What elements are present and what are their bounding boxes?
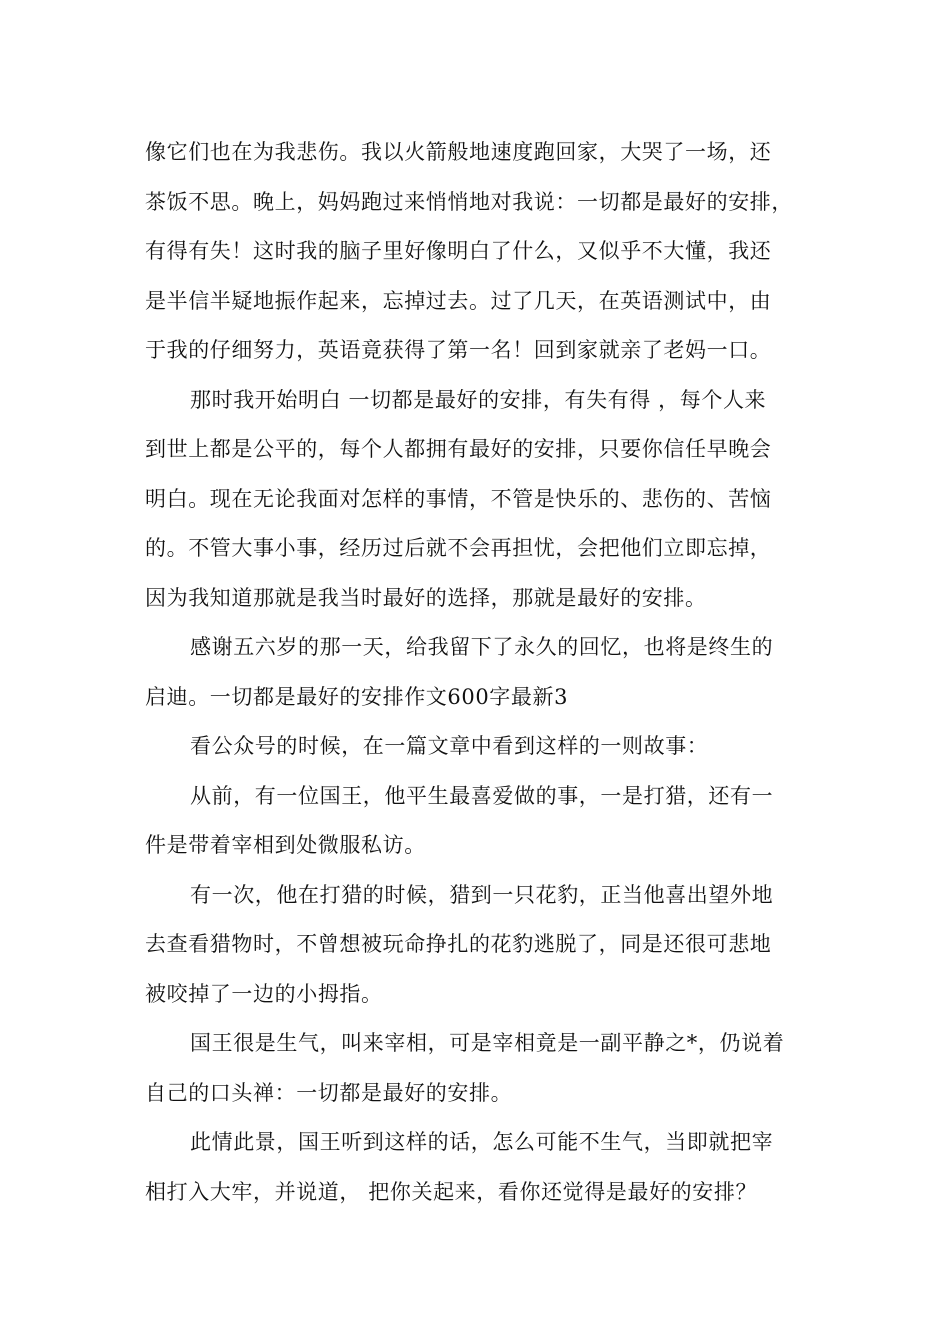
text-line: 因为我知道那就是我当时最好的选择，那就是最好的安排。 [145,585,707,610]
text-line: 感谢五六岁的那一天，给我留下了永久的回忆，也将是终生的 [190,635,774,659]
body-text [145,128,810,1217]
text-line: 自己的口头禅：一切都是最好的安排。 [145,1080,513,1105]
text-line: 启迪。一切都是最好的安排作文600字最新3 [145,684,569,709]
text-line: 国王很是生气，叫来宰相，可是宰相竟是一副平静之*，仍说着 [190,1031,785,1055]
text-line: 此情此景，国王听到这样的话，怎么可能不生气，当即就把宰 [190,1130,774,1154]
text-line: 有一次，他在打猎的时候，猎到一只花豹，正当他喜出望外地 [190,882,774,907]
text-line: 去查看猎物时，不曾想被玩命挣扎的花豹逃脱了，同是还很可悲地 [145,932,772,956]
text-line: 有得有失！这时我的脑子里好像明白了什么，又似乎不大懂，我还 [145,239,772,263]
text-line: 像它们也在为我悲伤。我以火箭般地速度跑回家，大哭了一场，还 [145,140,772,164]
text-line: 件是带着宰相到处微服私访。 [145,833,426,857]
text-line: 是半信半疑地振作起来，忘掉过去。过了几天，在英语测试中，由 [145,288,772,313]
text-line: 于我的仔细努力，英语竟获得了第一名！回到家就亲了老妈一口。 [145,338,772,362]
text-line: 茶饭不思。晚上，妈妈跑过来悄悄地对我说：一切都是最好的安排， [145,189,793,214]
text-line: 到世上都是公平的，每个人都拥有最好的安排，只要你信任早晚会 [145,437,772,461]
text-line: 被咬掉了一边的小拇指。 [145,981,383,1006]
text-line: 从前，有一位国王，他平生最喜爱做的事，一是打猎，还有一 [190,783,774,808]
text-line: 看公众号的时候，在一篇文章中看到这样的一则故事： [190,734,709,758]
text-line: 相打入大牢，并说道， 把你关起来，看你还觉得是最好的安排？ [145,1179,758,1204]
text-line: 的。不管大事小事，经历过后就不会再担忧，会把他们立即忘掉， [145,536,772,560]
text-line: 那时我开始明白 一切都是最好的安排，有失有得 ，每个人来 [190,387,767,412]
text-line: 明白。现在无论我面对怎样的事情，不管是快乐的、悲伤的、苦恼 [145,486,772,511]
